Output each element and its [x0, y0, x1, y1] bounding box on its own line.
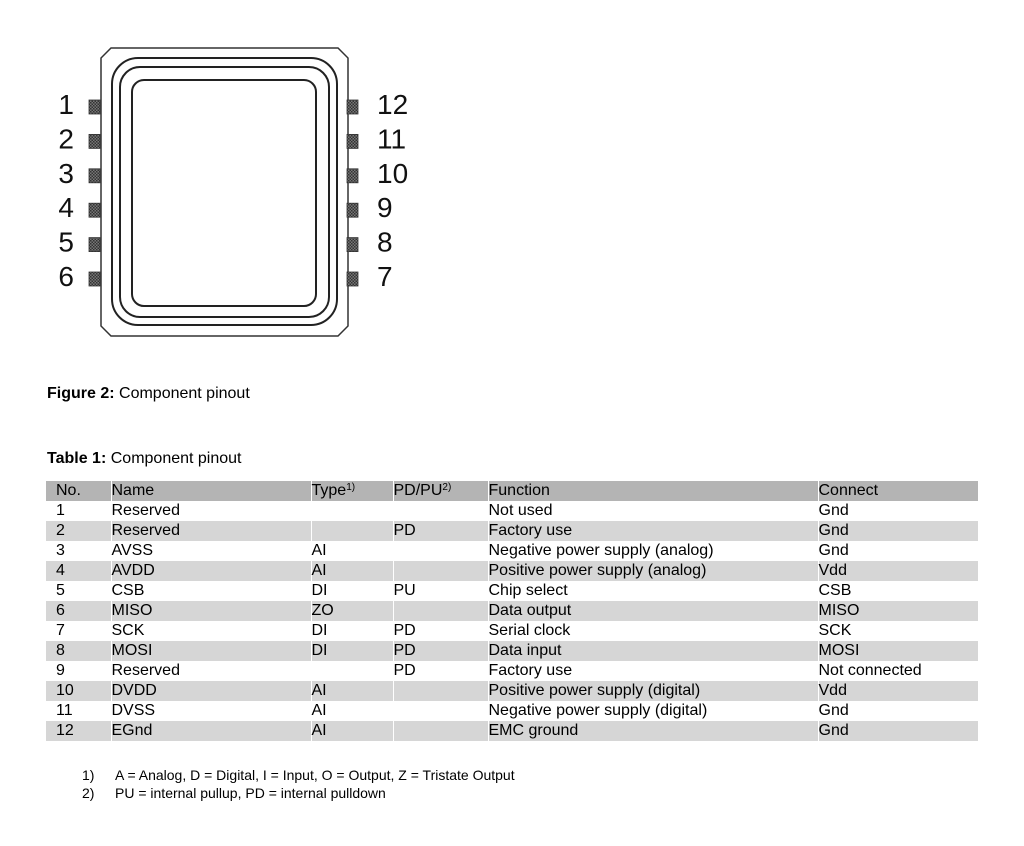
table-cell: SCK	[111, 621, 311, 641]
right-pin-group	[347, 89, 408, 292]
table-cell: Data output	[488, 601, 818, 621]
table-cell	[393, 501, 488, 521]
table-cell: Data input	[488, 641, 818, 661]
footnote	[82, 784, 515, 802]
left-pin-pad	[89, 238, 100, 252]
table-caption	[47, 450, 242, 468]
table-cell: 1	[46, 501, 111, 521]
right-pin-number: 12	[377, 89, 409, 120]
table-cell: Gnd	[818, 521, 978, 541]
table-row	[46, 501, 978, 521]
table-cell: AI	[311, 681, 393, 701]
table-cell: Reserved	[111, 661, 311, 681]
column-header-label: Type	[311, 482, 347, 499]
table-cell: 7	[46, 621, 111, 641]
table-row	[46, 541, 978, 561]
column-header-label: Name	[111, 482, 155, 499]
column-header-label: Connect	[818, 482, 879, 499]
table-cell: MISO	[111, 601, 311, 621]
table-cell: 9	[46, 661, 111, 681]
table-cell: 3	[46, 541, 111, 561]
right-pin-pad	[347, 272, 358, 286]
left-pin-pad	[89, 100, 100, 114]
table-cell: MISO	[818, 601, 978, 621]
left-pin-number: 1	[58, 89, 74, 120]
column-header-label: No.	[56, 482, 81, 499]
table-cell: Positive power supply (analog)	[488, 561, 818, 581]
table-cell: 5	[46, 581, 111, 601]
table-cell: 8	[46, 641, 111, 661]
table-cell: 11	[46, 701, 111, 721]
footnote-text: PU = internal pullup, PD = internal pulldown	[115, 785, 386, 801]
table-cell: DI	[311, 581, 393, 601]
table-cell	[393, 541, 488, 561]
table-row	[46, 621, 978, 641]
table-cell: DI	[311, 641, 393, 661]
column-header	[46, 481, 111, 501]
left-pin-pad	[89, 169, 100, 183]
chip-pinout-diagram	[0, 0, 1024, 360]
table-cell: PD	[393, 521, 488, 541]
table-cell: EMC ground	[488, 721, 818, 741]
column-header-label: PD/PU	[393, 482, 443, 499]
right-pin-number: 8	[377, 226, 393, 258]
table-cell	[311, 521, 393, 541]
table-cell: Gnd	[818, 701, 978, 721]
table-cell	[393, 721, 488, 741]
table-cell: Gnd	[818, 721, 978, 741]
column-header-label: Function	[488, 482, 550, 499]
left-pin-number: 4	[58, 192, 74, 224]
figure-caption	[47, 385, 250, 403]
table-row	[46, 661, 978, 681]
table-cell	[393, 681, 488, 701]
right-pin-pad	[347, 203, 358, 217]
right-pin-number: 9	[377, 192, 393, 224]
right-pin-number: 11	[377, 123, 407, 155]
table-cell: Reserved	[111, 521, 311, 541]
table-cell: MOSI	[818, 641, 978, 661]
table-row	[46, 681, 978, 701]
table-cell: AI	[311, 721, 393, 741]
footnote-text: A = Analog, D = Digital, I = Input, O = Output, Z = Tristate Output	[115, 767, 515, 783]
table-cell: 4	[46, 561, 111, 581]
table-cell: DVSS	[111, 701, 311, 721]
table-cell: PD	[393, 621, 488, 641]
table-cell: Serial clock	[488, 621, 818, 641]
table-cell: PD	[393, 661, 488, 681]
right-pin-pad	[347, 169, 358, 183]
table-header-row	[46, 481, 978, 501]
table-cell: ZO	[311, 601, 393, 621]
right-pin-number: 7	[377, 261, 393, 292]
table-cell	[311, 661, 393, 681]
table-cell: CSB	[818, 581, 978, 601]
chip-window	[132, 80, 316, 306]
table-cell: DVDD	[111, 681, 311, 701]
table-cell: Factory use	[488, 521, 818, 541]
table-cell: Reserved	[111, 501, 311, 521]
footnote-mark: 1)	[82, 767, 95, 783]
figure-caption-label: Figure 2:	[47, 385, 115, 402]
table-cell: 10	[46, 681, 111, 701]
table-body	[46, 501, 978, 741]
table-caption-text: Component pinout	[110, 450, 242, 467]
column-header	[111, 481, 311, 501]
table-row	[46, 701, 978, 721]
table-cell: Negative power supply (analog)	[488, 541, 818, 561]
table-cell: AI	[311, 561, 393, 581]
left-pin-number: 6	[58, 261, 74, 292]
table-cell: Factory use	[488, 661, 818, 681]
table-cell: Chip select	[488, 581, 818, 601]
table-cell: DI	[311, 621, 393, 641]
table-cell: 2	[46, 521, 111, 541]
column-header	[311, 481, 393, 501]
table-cell: MOSI	[111, 641, 311, 661]
table-caption-label: Table 1:	[47, 450, 107, 467]
table-cell: AI	[311, 701, 393, 721]
table-cell: PD	[393, 641, 488, 661]
table-cell: Positive power supply (digital)	[488, 681, 818, 701]
footnote-reference: 2)	[442, 482, 452, 493]
table-cell: AVDD	[111, 561, 311, 581]
table-cell: Gnd	[818, 541, 978, 561]
figure-caption-text: Component pinout	[119, 385, 250, 402]
right-pin-pad	[347, 238, 358, 252]
table-row	[46, 561, 978, 581]
left-pin-pad	[89, 203, 100, 217]
table-cell	[393, 601, 488, 621]
table-row	[46, 721, 978, 741]
table-cell	[393, 561, 488, 581]
table-cell	[311, 501, 393, 521]
table-row	[46, 581, 978, 601]
table-cell: CSB	[111, 581, 311, 601]
right-pin-pad	[347, 100, 358, 114]
table-cell: 6	[46, 601, 111, 621]
table-cell: SCK	[818, 621, 978, 641]
pinout-table	[46, 481, 978, 741]
column-header	[488, 481, 818, 501]
table-cell: AI	[311, 541, 393, 561]
left-pin-number: 3	[58, 157, 74, 189]
table-cell: Gnd	[818, 501, 978, 521]
table-row	[46, 521, 978, 541]
right-pin-number: 10	[377, 157, 409, 189]
table-cell: Not used	[488, 501, 818, 521]
table-cell: Vdd	[818, 681, 978, 701]
table-row	[46, 601, 978, 621]
table-cell: EGnd	[111, 721, 311, 741]
left-pin-pad	[89, 134, 100, 148]
left-pin-number: 2	[58, 123, 74, 155]
column-header	[818, 481, 978, 501]
table-cell: AVSS	[111, 541, 311, 561]
table-cell: Not connected	[818, 661, 978, 681]
footnote-mark: 2)	[82, 785, 95, 801]
footnote	[82, 766, 515, 784]
table-cell: 12	[46, 721, 111, 741]
column-header	[393, 481, 488, 501]
table-cell: Vdd	[818, 561, 978, 581]
table-cell	[393, 701, 488, 721]
left-pin-group	[58, 89, 100, 292]
footnotes	[82, 766, 515, 802]
table-cell: PU	[393, 581, 488, 601]
left-pin-pad	[89, 272, 100, 286]
right-pin-pad	[347, 134, 358, 148]
table-cell: Negative power supply (digital)	[488, 701, 818, 721]
footnote-reference: 1)	[346, 482, 356, 493]
table-row	[46, 641, 978, 661]
left-pin-number: 5	[58, 226, 74, 258]
